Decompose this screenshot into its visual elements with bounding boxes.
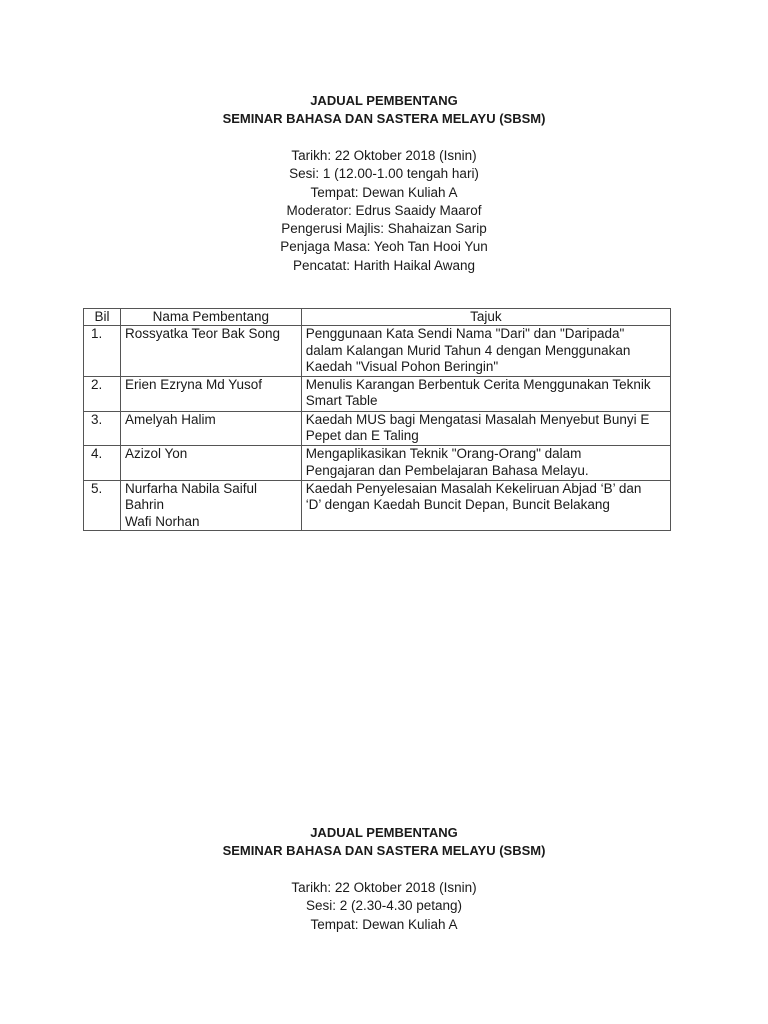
moderator-line: Moderator: Edrus Saaidy Maarof: [286, 202, 482, 218]
presenter-name: [120, 411, 301, 446]
presentation-title: [301, 480, 670, 530]
presenter-name-line: Erien Ezryna Md Yusof: [124, 377, 263, 393]
presenter-name: [120, 480, 301, 530]
row-number: 3.: [84, 411, 121, 446]
presenter-name-line: Nurfarha Nabila Saiful: [124, 480, 258, 496]
venue-line: Tempat: Dewan Kuliah A: [310, 916, 458, 932]
presenter-name: [120, 326, 301, 377]
title-line: Penggunaan Kata Sendi Nama "Dari" dan "Daripada": [305, 326, 625, 342]
column-header-nama: Nama Pembentang: [120, 309, 301, 326]
seminar-title: SEMINAR BAHASA DAN SASTERA MELAYU (SBSM): [222, 843, 546, 858]
session-2-header: [0, 824, 768, 934]
session-1-header: [0, 92, 768, 275]
session-line: Sesi: 1 (12.00-1.00 tengah hari): [289, 166, 479, 182]
venue-line: Tempat: Dewan Kuliah A: [310, 184, 458, 200]
recorder-line: Pencatat: Harith Haikal Awang: [292, 257, 476, 273]
title-line: dalam Kalangan Murid Tahun 4 dengan Menggunakan: [305, 342, 631, 358]
session-details: [0, 147, 768, 275]
table-row: [84, 480, 671, 530]
row-number: 1.: [84, 326, 121, 377]
session-details: [0, 879, 768, 934]
presentation-title: [301, 326, 670, 377]
chairperson-line: Pengerusi Majlis: Shahaizan Sarip: [281, 221, 487, 237]
column-header-tajuk: Tajuk: [301, 309, 670, 326]
row-number: 4.: [84, 446, 121, 481]
title-line: Menulis Karangan Berbentuk Cerita Menggunakan Teknik: [305, 377, 651, 393]
presenter-name-line: Wafi Norhan: [124, 513, 200, 529]
session-line: Sesi: 2 (2.30-4.30 petang): [305, 898, 463, 914]
presentation-title: [301, 411, 670, 446]
presenter-name: [120, 377, 301, 412]
table-row: [84, 411, 671, 446]
table-header-row: [84, 309, 671, 326]
title-line: Smart Table: [305, 393, 378, 409]
title-line: Kaedah MUS bagi Mengatasi Masalah Menyebut Bunyi E: [305, 411, 650, 427]
presenter-name-line: Amelyah Halim: [124, 411, 216, 427]
timekeeper-line: Penjaga Masa: Yeoh Tan Hooi Yun: [280, 239, 488, 255]
table-row: [84, 326, 671, 377]
document-title: JADUAL PEMBENTANG: [310, 93, 458, 108]
seminar-title: SEMINAR BAHASA DAN SASTERA MELAYU (SBSM): [222, 111, 546, 126]
date-line: Tarikh: 22 Oktober 2018 (Isnin): [291, 148, 477, 163]
presenter-name-line: Azizol Yon: [124, 446, 188, 462]
presenter-name-line: Bahrin: [124, 497, 164, 513]
title-line: Kaedah Penyelesaian Masalah Kekeliruan Abjad ‘B’ dan: [305, 480, 642, 496]
column-header-bil: Bil: [84, 309, 121, 326]
presenter-name: [120, 446, 301, 481]
title-line: Pepet dan E Taling: [305, 428, 419, 444]
presenter-schedule-table: [83, 308, 671, 531]
row-number: 2.: [84, 377, 121, 412]
title-line: Mengaplikasikan Teknik "Orang-Orang" dalam: [305, 446, 582, 462]
table-row: [84, 377, 671, 412]
row-number: 5.: [84, 480, 121, 530]
presentation-title: [301, 377, 670, 412]
presentation-title: [301, 446, 670, 481]
date-line: Tarikh: 22 Oktober 2018 (Isnin): [291, 880, 477, 895]
title-line: Pengajaran dan Pembelajaran Bahasa Melayu.: [305, 462, 589, 478]
presenter-name-line: Rossyatka Teor Bak Song: [124, 326, 281, 342]
document-title: JADUAL PEMBENTANG: [310, 825, 458, 840]
title-line: ‘D’ dengan Kaedah Buncit Depan, Buncit Belakang: [305, 497, 610, 513]
title-line: Kaedah "Visual Pohon Beringin": [305, 358, 499, 374]
table-row: [84, 446, 671, 481]
